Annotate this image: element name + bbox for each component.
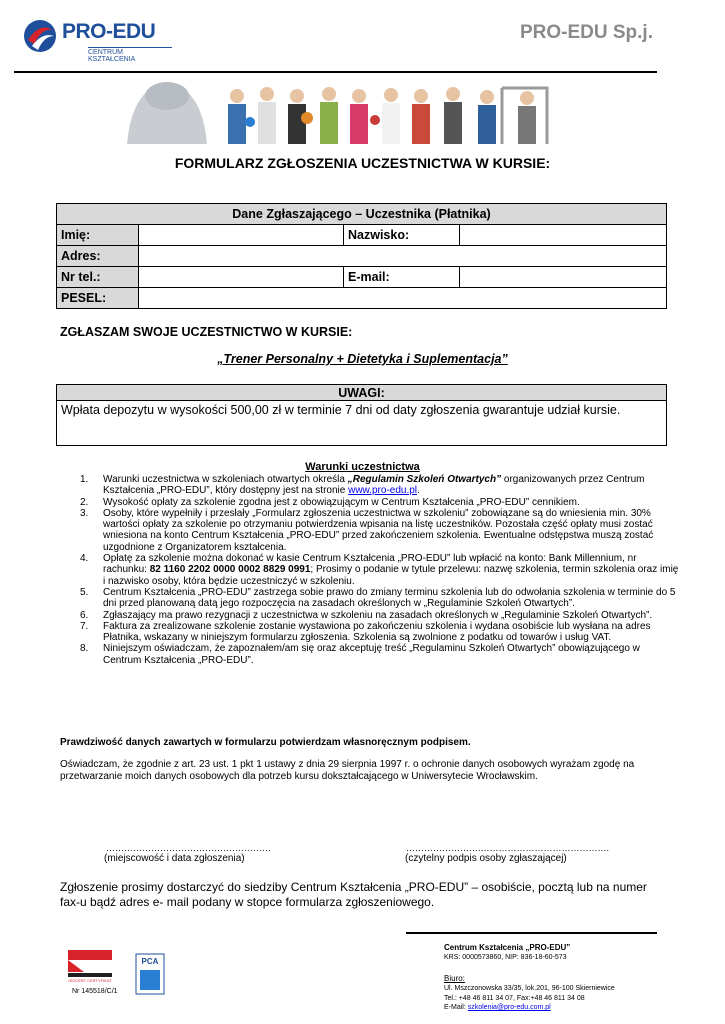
condition-4-text-cont: ; Prosimy o podanie w tytule przelewu: nazwę szkolenia, termin szkolenia oraz imię i nazwisko osoby, która będzie uczestniczyć w szkoleniu. [103, 564, 679, 587]
form-title: FORMULARZ ZGŁOSZENIA UCZESTNICTWA W KURSIE: [174, 155, 551, 171]
certificate-number: Nr 145518/C/1 [72, 988, 118, 995]
website-link[interactable]: www.pro-edu.pl [348, 485, 418, 497]
footer-center-name: Centrum Kształcenia „PRO-EDU” [444, 943, 571, 952]
footer-address: Ul. Mszczonowska 33/35, lok.201, 96-100 Skierniewice [444, 985, 615, 992]
regulations-name: „Regulamin Szkoleń Otwartych” [347, 474, 502, 485]
condition-item: 3. Osoby, które wypełniły i przesłały „Formularz zgłoszenia uczestnictwa w szkoleniu” zobowiązane są do wniesienia min. 30% wartości opłaty za szkolenie po otrzymaniu potwierdzenia wpisania na listę uczestników. Pozostała część opłaty musi zostać wniesiona na konto Centrum Kształcenia „PRO-EDU” przed zakończeniem szkolenia. Ewentualne odstępstwa muszą zostać uzgodnione z Organizatorem kształcenia. [80, 507, 654, 553]
condition-item: 8. Niniejszym oświadczam, że zapoznałem/am się oraz akceptuję treść „Regulaminu Szkoleń Otwartych” obowiązującego w Centrum Kształcenia „PRO-EDU”. [80, 643, 640, 666]
address-label: Adres: [57, 246, 139, 267]
first-name-field[interactable] [139, 225, 344, 246]
participant-table-heading: Dane Zgłaszającego – Uczestnika (Płatnika) [57, 204, 667, 225]
bank-account-number: 82 1160 2202 0000 0002 8829 0991 [149, 564, 311, 576]
condition-4-text: Opłatę za szkolenie można dokonać w kasie Centrum Kształcenia „PRO-EDU” lub wpłacić na konto: Bank Millennium, nr rachunku: [103, 553, 637, 576]
pesel-label: PESEL: [57, 288, 139, 309]
notes-box [56, 384, 667, 446]
isocert-badge-text: ISOCERT CERTYFIKAT [68, 978, 112, 983]
place-date-caption: (miejscowość i data zgłoszenia) [104, 853, 245, 864]
enroll-heading: ZGŁASZAM SWOJE UCZESTNICTWO W KURSIE: [60, 325, 353, 339]
signature-caption: (czytelny podpis osoby zgłaszającej) [405, 853, 567, 864]
header-divider [14, 71, 657, 73]
condition-3-text: Osoby, które wypełniły i przesłały „Formularz zgłoszenia uczestnictwa w szkoleniu” zobowiązane są do wniesienia min. 30% wartości opłaty za szkolenie po otrzymaniu potwierdzenia wpisania na listę uczestników. Pozostała część opłaty musi zostać wniesiona na konto Centrum Kształcenia „PRO-EDU” przed zakończeniem szkolenia. Ewentualne odstępstwa muszą zostać uzgodnione z Organizatorem kształcenia. [103, 507, 654, 553]
notes-text: Wpłata depozytu w wysokości 500,00 zł w terminie 7 dni od daty zgłoszenia gwarantuje udział kursie. [61, 403, 621, 417]
logo-name: PRO-EDU [62, 20, 156, 43]
condition-2-text: Wysokość opłaty za szkolenie zgodna jest z obowiązującym w Centrum Kształcenia „PRO-EDU” cennikiem. [103, 496, 580, 508]
address-field[interactable] [139, 246, 667, 267]
condition-item: 4. Opłatę za szkolenie można dokonać w kasie Centrum Kształcenia „PRO-EDU” lub wpłacić na konto: Bank Millennium, nr rachunku: 82 1160 2202 0000 0002 8829 0991; Prosimy o podanie w tytule przelewu: nazwę szkolenia, termin szkolenia oraz imię i nazwisko osoby, która będzie uczestniczyć w szkoleniu. [80, 553, 679, 587]
footer-divider [406, 932, 657, 934]
footer-phone-fax: Tel.: +48 46 811 34 07, Fax:+48 46 811 34 08 [444, 994, 585, 1002]
conditions-title: Warunki uczestnictwa [305, 461, 420, 473]
company-name: PRO-EDU Sp.j. [519, 22, 653, 43]
conditions-list [80, 474, 680, 666]
signature-line[interactable]: …………………….……………………………………. [406, 843, 610, 853]
footer-contact [444, 984, 615, 1013]
condition-5-text: Centrum Kształcenia „PRO-EDU” zastrzega sobie prawo do zmiany terminu szkolenia lub do odwołania szkolenia w terminie do 5 dni przed planowaną datą jego rozpoczęcia na zasadach określonych w „Regulaminie Szkoleń Otwartych”. [103, 586, 676, 610]
phone-label: Nr tel.: [57, 267, 139, 288]
truth-statement: Prawdziwość danych zawartych w formularzu potwierdzam własnoręcznym podpisem. [60, 737, 471, 748]
footer-email-row [444, 1003, 615, 1013]
email-label: E-mail: [344, 267, 460, 288]
condition-1-text-cont: organizowanych przez Centrum Kształcenia „PRO-EDU”, który dostępny jest na stronie [103, 474, 645, 497]
people-banner-image [107, 78, 558, 144]
condition-item: 5. Centrum Kształcenia „PRO-EDU” zastrzega sobie prawo do zmiany terminu szkolenia lub do odwołania szkolenia w terminie do 5 dni przed planowaną datą jego rozpoczęcia na zasadach określonych w „Regulaminie Szkoleń Otwartych”. [80, 586, 676, 610]
condition-item: 6. Zgłaszający ma prawo rezygnacji z uczestnictwa w szkoleniu na zasadach określonych w „Regulaminie Szkoleń Otwartych”. [80, 609, 653, 621]
course-name: „Trener Personalny + Dietetyka i Suplementacja” [217, 352, 508, 366]
delivery-instructions: Zgłoszenie prosimy dostarczyć do siedziby Centrum Kształcenia „PRO-EDU” – osobiście, pocztą lub na numer fax-u bądź adres e- mail podany w stopce formularza zgłoszeniowego. [60, 880, 647, 909]
condition-8-text: Niniejszym oświadczam, że zapoznałem/am się oraz akceptuję treść „Regulaminu Szkoleń Otwartych” obowiązującego w Centrum Kształcenia „PRO-EDU”. [103, 643, 640, 666]
condition-6-text: Zgłaszający ma prawo rezygnacji z uczestnictwa w szkoleniu na zasadach określonych w „Regulaminie Szkoleń Otwartych”. [103, 609, 653, 621]
participant-data-table [56, 203, 667, 309]
phone-field[interactable] [139, 267, 344, 288]
pca-badge-text: PCA [141, 957, 159, 966]
footer-email-link[interactable]: szkolenia@pro-edu.com.pl [467, 1004, 551, 1011]
footer-office-label: Biuro: [444, 974, 465, 983]
condition-item: 1. Warunki uczestnictwa w szkoleniach otwartych określa „Regulamin Szkoleń Otwartych” organizowanych przez Centrum Kształcenia „PRO-EDU”, który dostępny jest na stronie www.pro-edu.pl. [80, 474, 645, 497]
condition-1-text: Warunki uczestnictwa w szkoleniach otwartych określa [103, 474, 348, 485]
last-name-field[interactable] [460, 225, 667, 246]
notes-heading: UWAGI: [57, 385, 666, 401]
footer-krs-nip: KRS: 0000573860, NIP: 836-18-60-573 [444, 954, 567, 961]
last-name-label: Nazwisko: [344, 225, 460, 246]
condition-1-end: . [417, 485, 420, 497]
logo-subtitle: CENTRUM KSZTAŁCENIA [88, 47, 172, 63]
footer-email-label: E-Mail: [444, 1004, 468, 1011]
pesel-field[interactable] [139, 288, 667, 309]
data-consent-text: Oświadczam, że zgodnie z art. 23 ust. 1 pkt 1 ustawy z dnia 29 sierpnia 1997 r. o ochronie danych osobowych wyrażam zgodę na przetwarzanie moich danych osobowych dla potrzeb kursu dokształcającego w Uniwersytecie Wrocławskim. [60, 759, 635, 782]
first-name-label: Imię: [57, 225, 139, 246]
condition-item: 2. Wysokość opłaty za szkolenie zgodna jest z obowiązującym w Centrum Kształcenia „PRO-EDU” cennikiem. [80, 496, 580, 508]
pro-edu-logo-icon [22, 18, 58, 54]
place-date-line[interactable]: ………………………………………………. [106, 843, 271, 853]
condition-7-text: Faktura za zrealizowane szkolenie zostanie wystawiona po zakończeniu szkolenia i wydana osobiście lub wysłana na adres Płatnika, wskazany w niniejszym formularzu zgłoszenia. Szkolenia są zwolnione z podatku od towarów i usług VAT. [103, 620, 651, 644]
condition-item: 7. Faktura za zrealizowane szkolenie zostanie wystawiona po zakończeniu szkolenia i wydana osobiście lub wysłana na adres Płatnika, wskazany w niniejszym formularzu zgłoszenia. Szkolenia są zwolnione z podatku od towarów i usług VAT. [80, 620, 651, 644]
pro-edu-logo [22, 14, 172, 63]
email-field[interactable] [460, 267, 667, 288]
